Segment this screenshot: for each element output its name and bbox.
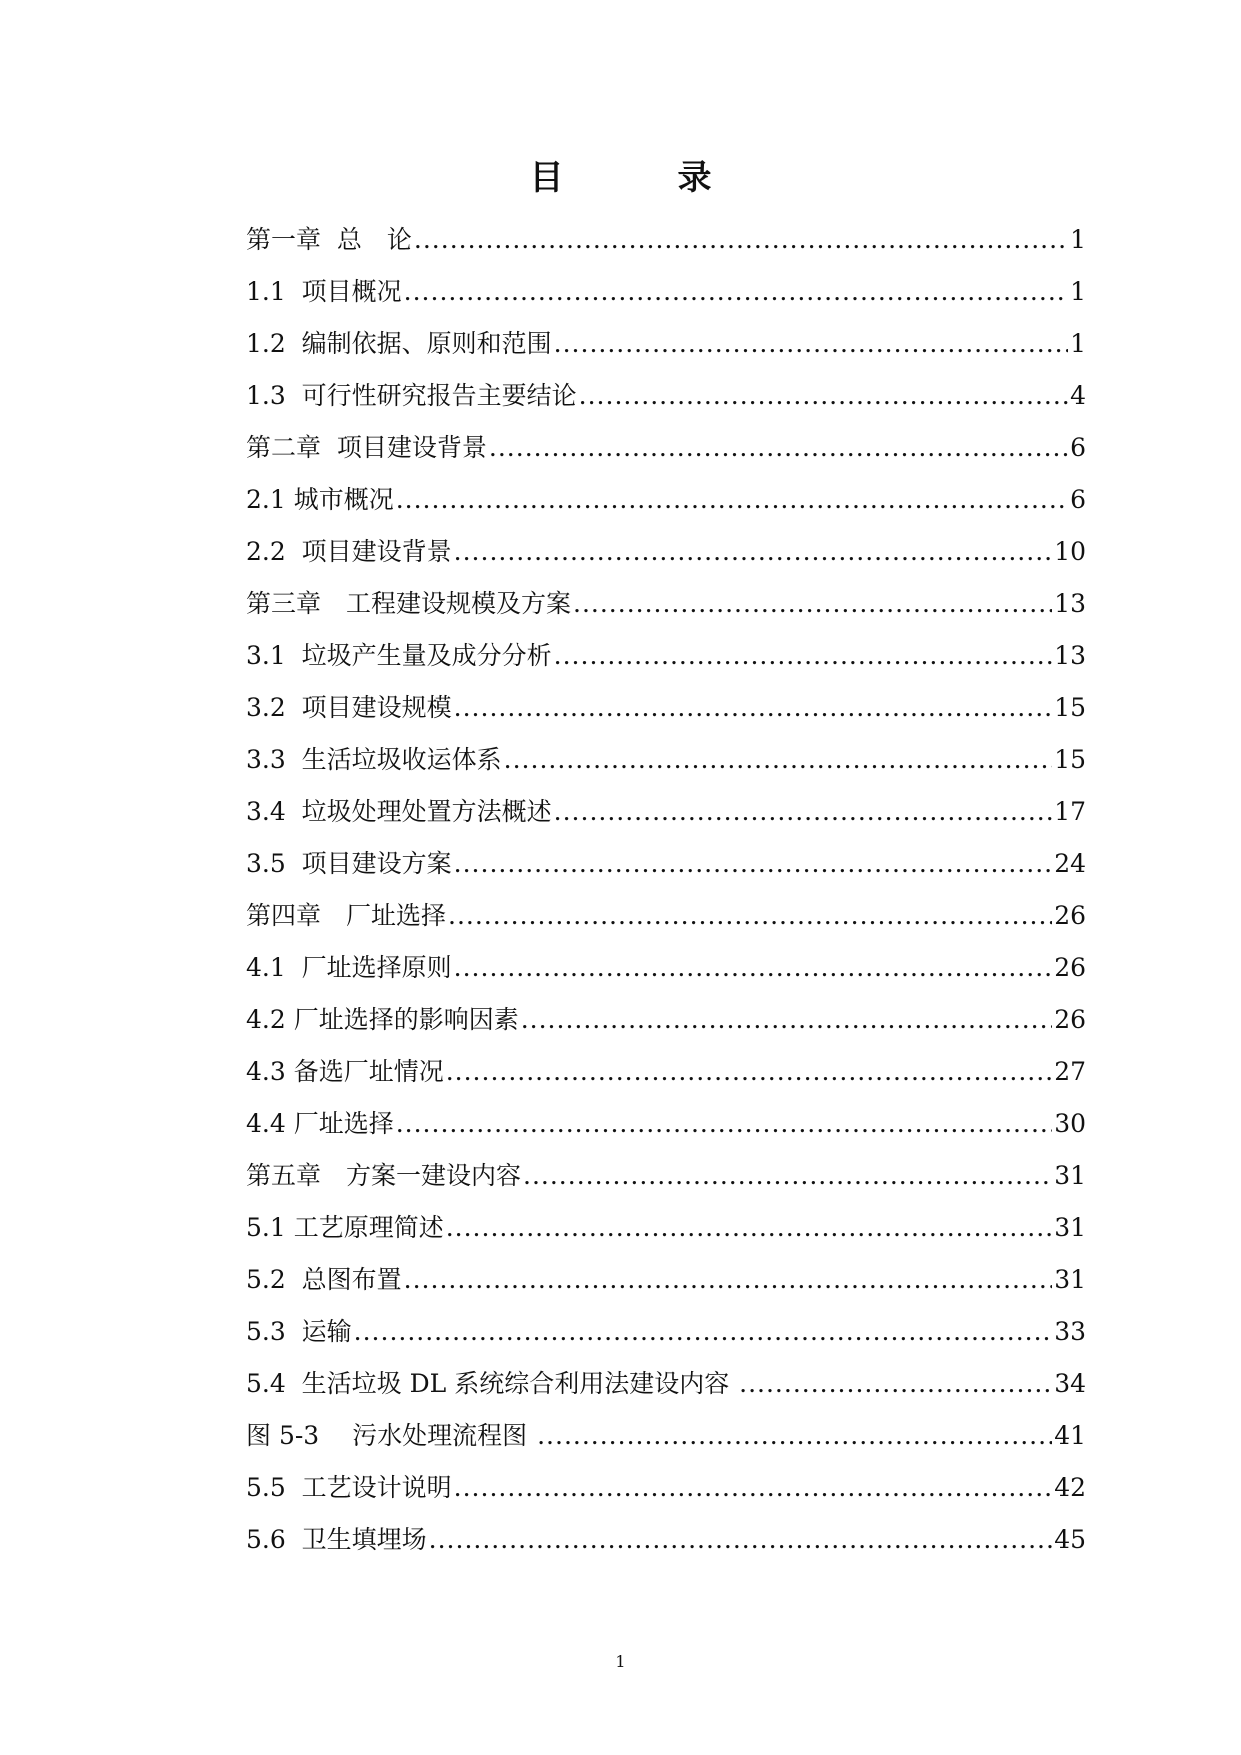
toc-entry-label: 3.3 生活垃圾收运体系 bbox=[246, 745, 502, 774]
toc-entry-label: 4.1 厂址选择原则 bbox=[246, 953, 452, 982]
toc-entry-label: 1.3 可行性研究报告主要结论 bbox=[246, 381, 577, 410]
toc-entry-label: 图 5-3 污水处理流程图 bbox=[246, 1421, 536, 1450]
toc-entry[interactable] bbox=[246, 1362, 1086, 1414]
toc-entry[interactable] bbox=[246, 686, 1086, 738]
toc-entry-page: 26 bbox=[1054, 953, 1086, 982]
toc-entry-label: 1.2 编制依据、原则和范围 bbox=[246, 329, 552, 358]
toc-entry[interactable] bbox=[246, 426, 1086, 478]
toc-entry-label: 2.1 城市概况 bbox=[246, 485, 394, 514]
toc-entry-page: 1 bbox=[1070, 329, 1086, 358]
toc-entry-page: 10 bbox=[1054, 537, 1086, 566]
toc-entry-page: 41 bbox=[1054, 1421, 1086, 1450]
toc-entry-page: 26 bbox=[1054, 901, 1086, 930]
toc-entry-label: 3.1 垃圾产生量及成分分析 bbox=[246, 641, 552, 670]
toc-dot-leader bbox=[414, 218, 1068, 262]
toc-dot-leader bbox=[504, 738, 1053, 782]
toc-entry[interactable] bbox=[246, 1258, 1086, 1310]
toc-entry-page: 24 bbox=[1054, 849, 1086, 878]
toc-dot-leader bbox=[454, 686, 1053, 730]
toc-entry-label: 4.2 厂址选择的影响因素 bbox=[246, 1005, 519, 1034]
toc-entry-page: 45 bbox=[1054, 1525, 1086, 1554]
toc-entry[interactable] bbox=[246, 790, 1086, 842]
toc-entry-label: 第二章 项目建设背景 bbox=[246, 433, 487, 462]
toc-entry-label: 1.1 项目概况 bbox=[246, 277, 402, 306]
toc-dot-leader bbox=[446, 1050, 1052, 1094]
toc-entry[interactable] bbox=[246, 218, 1086, 270]
toc-entry-page: 42 bbox=[1054, 1473, 1086, 1502]
toc-entry-page: 1 bbox=[1070, 225, 1086, 254]
toc-entry[interactable] bbox=[246, 1310, 1086, 1362]
toc-entry-page: 31 bbox=[1054, 1213, 1086, 1242]
toc-entry-page: 15 bbox=[1054, 745, 1086, 774]
toc-entry-label: 5.4 生活垃圾 DL 系统综合利用法建设内容 bbox=[246, 1369, 738, 1398]
toc-dot-leader bbox=[448, 894, 1052, 938]
toc-entry[interactable] bbox=[246, 842, 1086, 894]
toc-dot-leader bbox=[396, 478, 1068, 522]
toc-dot-leader bbox=[454, 1466, 1053, 1510]
toc-entry-label: 第一章 总 论 bbox=[246, 225, 412, 254]
toc-dot-leader bbox=[554, 634, 1053, 678]
toc-dot-leader bbox=[429, 1518, 1053, 1562]
toc-entry[interactable] bbox=[246, 582, 1086, 634]
toc-entry-page: 13 bbox=[1054, 589, 1086, 618]
toc-dot-leader bbox=[396, 1102, 1052, 1146]
page-number: 1 bbox=[615, 1652, 626, 1671]
toc-entry-label: 5.3 运输 bbox=[246, 1317, 352, 1346]
toc-entry-label: 5.5 工艺设计说明 bbox=[246, 1473, 452, 1502]
toc-dot-leader bbox=[579, 374, 1068, 418]
toc-entry-page: 6 bbox=[1070, 433, 1086, 462]
toc-entry-label: 5.1 工艺原理简述 bbox=[246, 1213, 444, 1242]
toc-entry-page: 34 bbox=[1054, 1369, 1086, 1398]
toc-entry-page: 30 bbox=[1054, 1109, 1086, 1138]
toc-dot-leader bbox=[521, 998, 1052, 1042]
toc-entry-page: 1 bbox=[1070, 277, 1086, 306]
toc-dot-leader bbox=[454, 946, 1053, 990]
toc-list bbox=[246, 218, 1086, 1570]
toc-entry[interactable] bbox=[246, 1466, 1086, 1518]
toc-dot-leader bbox=[554, 790, 1053, 834]
toc-entry[interactable] bbox=[246, 322, 1086, 374]
toc-entry[interactable] bbox=[246, 270, 1086, 322]
toc-entry-page: 13 bbox=[1054, 641, 1086, 670]
toc-entry-label: 3.2 项目建设规模 bbox=[246, 693, 452, 722]
toc-entry[interactable] bbox=[246, 530, 1086, 582]
toc-entry-page: 6 bbox=[1070, 485, 1086, 514]
toc-dot-leader bbox=[523, 1154, 1052, 1198]
toc-dot-leader bbox=[739, 1362, 1052, 1406]
toc-entry[interactable] bbox=[246, 634, 1086, 686]
toc-dot-leader bbox=[404, 1258, 1053, 1302]
toc-entry[interactable] bbox=[246, 1050, 1086, 1102]
toc-entry-page: 15 bbox=[1054, 693, 1086, 722]
toc-entry[interactable] bbox=[246, 1154, 1086, 1206]
toc-dot-leader bbox=[489, 426, 1068, 470]
toc-dot-leader bbox=[454, 842, 1053, 886]
toc-entry[interactable] bbox=[246, 1414, 1086, 1466]
toc-entry[interactable] bbox=[246, 894, 1086, 946]
toc-entry-label: 第三章 工程建设规模及方案 bbox=[246, 589, 572, 618]
toc-entry-label: 4.4 厂址选择 bbox=[246, 1109, 394, 1138]
toc-dot-leader bbox=[573, 582, 1052, 626]
toc-dot-leader bbox=[446, 1206, 1052, 1250]
toc-entry[interactable] bbox=[246, 1102, 1086, 1154]
toc-dot-leader bbox=[404, 270, 1068, 314]
toc-entry-label: 2.2 项目建设背景 bbox=[246, 537, 452, 566]
toc-entry-page: 33 bbox=[1054, 1317, 1086, 1346]
toc-entry[interactable] bbox=[246, 1206, 1086, 1258]
toc-entry-label: 第五章 方案一建设内容 bbox=[246, 1161, 522, 1190]
toc-entry-label: 4.3 备选厂址情况 bbox=[246, 1057, 444, 1086]
toc-entry-label: 5.6 卫生填埋场 bbox=[246, 1525, 427, 1554]
toc-entry[interactable] bbox=[246, 738, 1086, 790]
toc-entry[interactable] bbox=[246, 946, 1086, 998]
toc-entry[interactable] bbox=[246, 374, 1086, 426]
toc-title: 目 录 bbox=[529, 158, 752, 198]
toc-dot-leader bbox=[554, 322, 1068, 366]
toc-entry-label: 5.2 总图布置 bbox=[246, 1265, 402, 1294]
toc-dot-leader bbox=[354, 1310, 1053, 1354]
toc-entry-label: 3.4 垃圾处理处置方法概述 bbox=[246, 797, 552, 826]
toc-entry[interactable] bbox=[246, 478, 1086, 530]
toc-entry[interactable] bbox=[246, 998, 1086, 1050]
toc-entry-label: 第四章 厂址选择 bbox=[246, 901, 447, 930]
toc-entry-page: 31 bbox=[1054, 1161, 1086, 1190]
toc-entry-page: 26 bbox=[1054, 1005, 1086, 1034]
toc-entry-page: 4 bbox=[1070, 381, 1086, 410]
toc-entry[interactable] bbox=[246, 1518, 1086, 1570]
toc-entry-page: 27 bbox=[1054, 1057, 1086, 1086]
toc-entry-page: 17 bbox=[1054, 797, 1086, 826]
toc-dot-leader bbox=[537, 1414, 1052, 1458]
toc-entry-page: 31 bbox=[1054, 1265, 1086, 1294]
toc-entry-label: 3.5 项目建设方案 bbox=[246, 849, 452, 878]
toc-dot-leader bbox=[454, 530, 1053, 574]
